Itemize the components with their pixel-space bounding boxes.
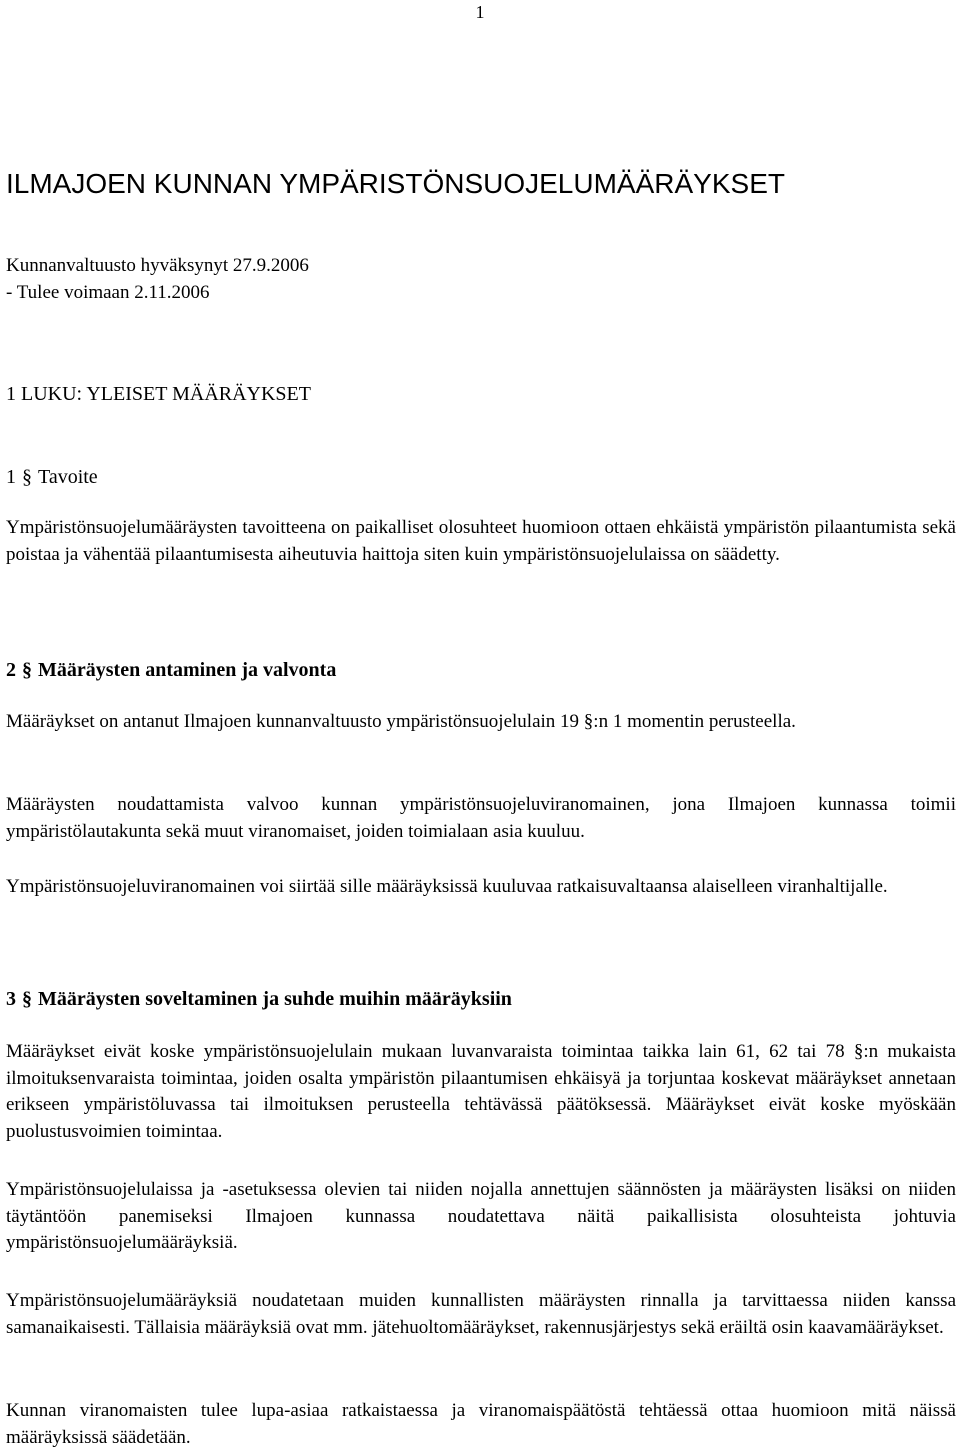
section-sign: § [22,466,32,488]
section-3-paragraph-2: Ympäristönsuojelulaissa ja -asetuksessa olevien tai niiden nojalla annettujen säännösten ja määräysten lisäksi on niiden täytäntöön panemiseksi Ilmajoen kunnassa noudatettava näitä paikallisista olosuhteista johtuvia ympäristönsuojelumääräyksiä. [6,1179,956,1253]
section-number: 2 [6,659,16,681]
section-number: 3 [6,988,16,1010]
section-1-heading [6,463,98,491]
section-title: Määräysten antaminen ja valvonta [38,659,337,681]
section-1-paragraph-1: Ympäristönsuojelumääräysten tavoitteena on paikalliset olosuhteet huomioon ottaen ehkäistä ympäristön pilaantumista sekä poistaa ja vähentää pilaantumisesta aiheutuvia haittoja siten kuin ympäristönsuojelulaissa on säädetty. [6,517,956,565]
section-number: 1 [6,466,16,488]
section-title: Tavoite [38,466,98,488]
chapter-title: 1 LUKU: YLEISET MÄÄRÄYKSET [6,383,311,405]
section-2-heading [6,656,336,684]
section-3-paragraph-1: Määräykset eivät koske ympäristönsuojelulain mukaan luvanvaraista toimintaa taikka lain 61, 62 tai 78 §:n mukaista ilmoituksenvaraista toimintaa, joiden osalta ympäristön pilaantumisen ehkäisyä ja torjuntaa koskevat määräykset annetaan erikseen ympäristöluvassa tai ilmoituksen perusteella tehtävässä päätöksessä. Määräykset eivät koske myöskään puolustusvoimien toimintaa. [6,1041,956,1142]
section-3-heading [6,985,512,1013]
effective-date: - Tulee voimaan 2.11.2006 [6,282,210,303]
section-3-paragraph-3: Ympäristönsuojelumääräyksiä noudatetaan muiden kunnallisten määräysten rinnalla ja tarvittaessa niiden kanssa samanaikaisesti. Tällaisia määräyksiä ovat mm. jätehuoltomääräykset, rakennusjärjestys sekä eräiltä osin kaavamääräykset. [6,1290,956,1338]
section-sign: § [22,988,32,1010]
approval-date: Kunnanvaltuusto hyväksynyt 27.9.2006 [6,255,309,276]
section-sign: § [22,659,32,681]
page-number: 1 [475,2,485,22]
section-3-paragraph-4: Kunnan viranomaisten tulee lupa-asiaa ratkaistaessa ja viranomaispäätöstä tehtäessä ottaa huomioon mitä näissä määräyksissä säädetään. [6,1400,956,1448]
section-2-paragraph-2: Määräysten noudattamista valvoo kunnan ympäristönsuojeluviranomainen, jona Ilmajoen kunnassa toimii ympäristölautakunta sekä muut viranomaiset, joiden toimialaan asia kuuluu. [6,794,956,842]
document-title: ILMAJOEN KUNNAN YMPÄRISTÖNSUOJELUMÄÄRÄYKSET [6,168,785,199]
section-2-paragraph-1: Määräykset on antanut Ilmajoen kunnanvaltuusto ympäristönsuojelulain 19 §:n 1 momentin perusteella. [6,711,796,732]
section-title: Määräysten soveltaminen ja suhde muihin määräyksiin [38,988,512,1010]
section-2-paragraph-3: Ympäristönsuojeluviranomainen voi siirtää sille määräyksissä kuuluvaa ratkaisuvaltaansa alaiselleen viranhaltijalle. [6,876,888,897]
